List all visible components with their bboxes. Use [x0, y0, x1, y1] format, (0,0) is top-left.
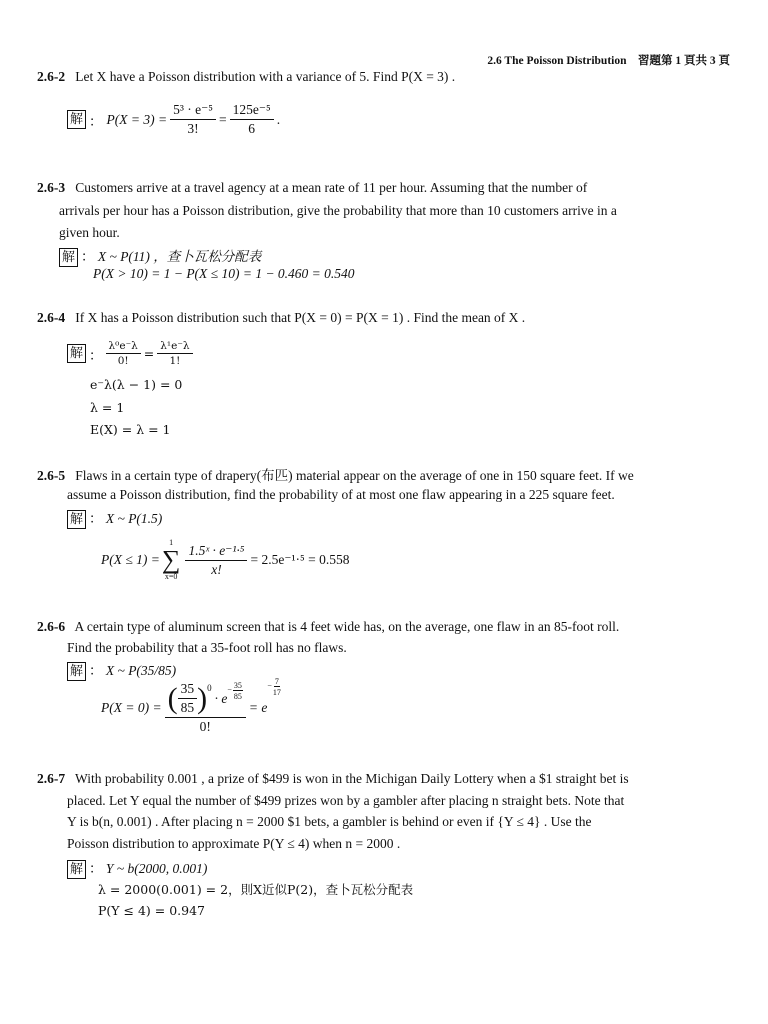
denominator: x! [211, 561, 222, 577]
exp-denominator: 17 [272, 688, 281, 697]
solution-line: X ~ P(1.5) [105, 511, 163, 526]
lhs: P(X = 0) = [101, 700, 162, 715]
problem-text: Y is b(n, 0.001) . After placing n = 2000 $1 bets, a gambler is behind or even if {Y ≤ 4} . Use the [67, 814, 592, 829]
problem-2-6-3 [37, 180, 587, 196]
sum-lower: x=0 [164, 572, 178, 581]
solution-line: λ = 2000(0.001) = 2，則X近似P(2)，查卜瓦松分配表 [98, 882, 414, 897]
lhs: P(X ≤ 1) = [101, 552, 160, 567]
solution-2-6-6 [67, 659, 176, 681]
numerator: 5³ · e⁻⁵ [170, 102, 216, 120]
solution-equation [101, 677, 281, 735]
problem-number: 2.6-6 [37, 619, 66, 634]
solution-line: λ = 1 [90, 400, 125, 415]
sigma-symbol: ∑ [161, 545, 181, 574]
colon: ： [89, 347, 103, 364]
solution-equation [101, 539, 349, 581]
inner-numerator: 35 [178, 681, 198, 699]
colon: ： [81, 249, 95, 265]
problem-2-6-5 [37, 464, 634, 484]
solution-marker: 解 [67, 860, 86, 879]
problem-number: 2.6-5 [37, 468, 66, 483]
denominator: 0! [117, 355, 129, 367]
numerator: λ⁰e⁻λ [106, 340, 141, 354]
inner-denominator: 85 [180, 700, 195, 715]
e-term: · e [214, 690, 228, 706]
colon: ： [89, 511, 103, 527]
denominator: 3! [187, 121, 199, 136]
problem-number: 2.6-7 [37, 771, 66, 786]
exponent-fraction: − $\frac{7}{17}$ [267, 677, 281, 697]
problem-text: given hour. [59, 225, 120, 240]
page-header: 2.6 The Poisson Distribution 習題第 1 頁共 3 頁 [487, 55, 730, 67]
problem-text: If X has a Poisson distribution such that P(X = 0) = P(X = 1) . Find the mean of X . [75, 310, 526, 325]
fraction [165, 681, 246, 735]
numerator: λ¹e⁻λ [157, 340, 192, 354]
colon: ： [89, 663, 103, 679]
problem-number: 2.6-3 [37, 180, 66, 195]
solution-marker: 解 [67, 662, 86, 681]
fraction [230, 102, 274, 137]
period: . [276, 111, 281, 127]
solution-line: Y ~ b(2000, 0.001) [105, 861, 208, 876]
solution-line: X ~ P(35/85) [105, 663, 177, 678]
equals: = [218, 111, 227, 127]
numerator: 125e⁻⁵ [230, 102, 274, 120]
solution-2-6-7 [67, 857, 207, 879]
denominator: 1! [169, 355, 181, 367]
problem-2-6-7 [37, 771, 629, 787]
problem-text: Let X have a Poisson distribution with a variance of 5. Find P(X = 3) . [75, 69, 456, 84]
solution-marker: 解 [59, 248, 78, 267]
sum-upper: 1 [169, 538, 174, 547]
problem-text: With probability 0.001 , a prize of $499 is won in the Michigan Daily Lottery when a $1 straight bet is [75, 771, 629, 786]
denominator: 6 [248, 121, 256, 136]
solution-line: X ~ P(11) ，查卜瓦松分配表 [97, 249, 262, 264]
solution-line: e⁻λ(λ − 1) = 0 [90, 377, 183, 392]
solution-2-6-2 [67, 102, 280, 137]
problem-text: Customers arrive at a travel agency at a mean rate of 11 per hour. Assuming that the number of [75, 180, 588, 195]
solution-line: P(X > 10) = 1 − P(X ≤ 10) = 1 − 0.460 = 0.540 [93, 266, 355, 281]
solution-2-6-4 [67, 340, 196, 367]
problem-text: placed. Let Y equal the number of $499 prizes won by a gambler after placing n straight bets. Note that [67, 793, 625, 808]
numerator: ( $\frac{35}{85}$ ) $^0$ · e − $\frac{35}{85}$ [165, 681, 246, 718]
problem-text: assume a Poisson distribution, find the probability of at most one flaw appearing in a 225 square feet. [67, 487, 615, 502]
problem-number: 2.6-4 [37, 310, 66, 325]
problem-text: arrivals per hour has a Poisson distribution, give the probability that more than 10 customers arrive in a [59, 203, 617, 218]
exp-denominator: 85 [233, 692, 242, 701]
solution-marker: 解 [67, 110, 86, 129]
fraction [170, 102, 216, 137]
solution-marker: 解 [67, 344, 86, 363]
solution-2-6-3 [59, 245, 261, 267]
problem-2-6-6 [37, 619, 619, 635]
problem-2-6-2 [37, 69, 455, 85]
lhs: P(X = 3) = [106, 111, 168, 127]
solution-line: E(X) = λ = 1 [90, 422, 171, 437]
exponent: 0 [207, 683, 212, 693]
fraction [185, 543, 247, 578]
fraction [157, 340, 192, 367]
solution-line: P(Y ≤ 4) = 0.947 [98, 903, 205, 918]
fraction [106, 340, 141, 367]
exp-numerator: 35 [233, 681, 242, 690]
rhs: = 2.5e⁻¹·⁵ = 0.558 [250, 552, 350, 567]
denominator: 0! [199, 719, 211, 734]
problem-text: Poisson distribution to approximate P(Y ≤ 4) when n = 2000 . [67, 836, 401, 851]
exponent-fraction: − $\frac{35}{85}$ [227, 681, 242, 701]
problem-2-6-4 [37, 310, 525, 326]
colon: ： [89, 861, 103, 877]
exp-numerator: 7 [274, 677, 279, 686]
numerator: 1.5ˣ · e⁻¹·⁵ [185, 543, 247, 561]
solution-2-6-5 [67, 507, 162, 529]
equals: = [143, 346, 155, 361]
colon: ： [89, 113, 103, 130]
problem-text: A certain type of aluminum screen that is 4 feet wide has, on the average, one flaw in an 85-foot roll. [74, 619, 620, 634]
summation [162, 539, 181, 581]
problem-text: Flaws in a certain type of drapery(布匹) material appear on the average of one in 150 square feet. If we [75, 468, 634, 483]
rhs: = e [248, 700, 268, 715]
problem-number: 2.6-2 [37, 69, 66, 84]
inner-fraction [178, 681, 198, 716]
problem-text: Find the probability that a 35-foot roll has no flaws. [67, 640, 347, 655]
solution-marker: 解 [67, 510, 86, 529]
